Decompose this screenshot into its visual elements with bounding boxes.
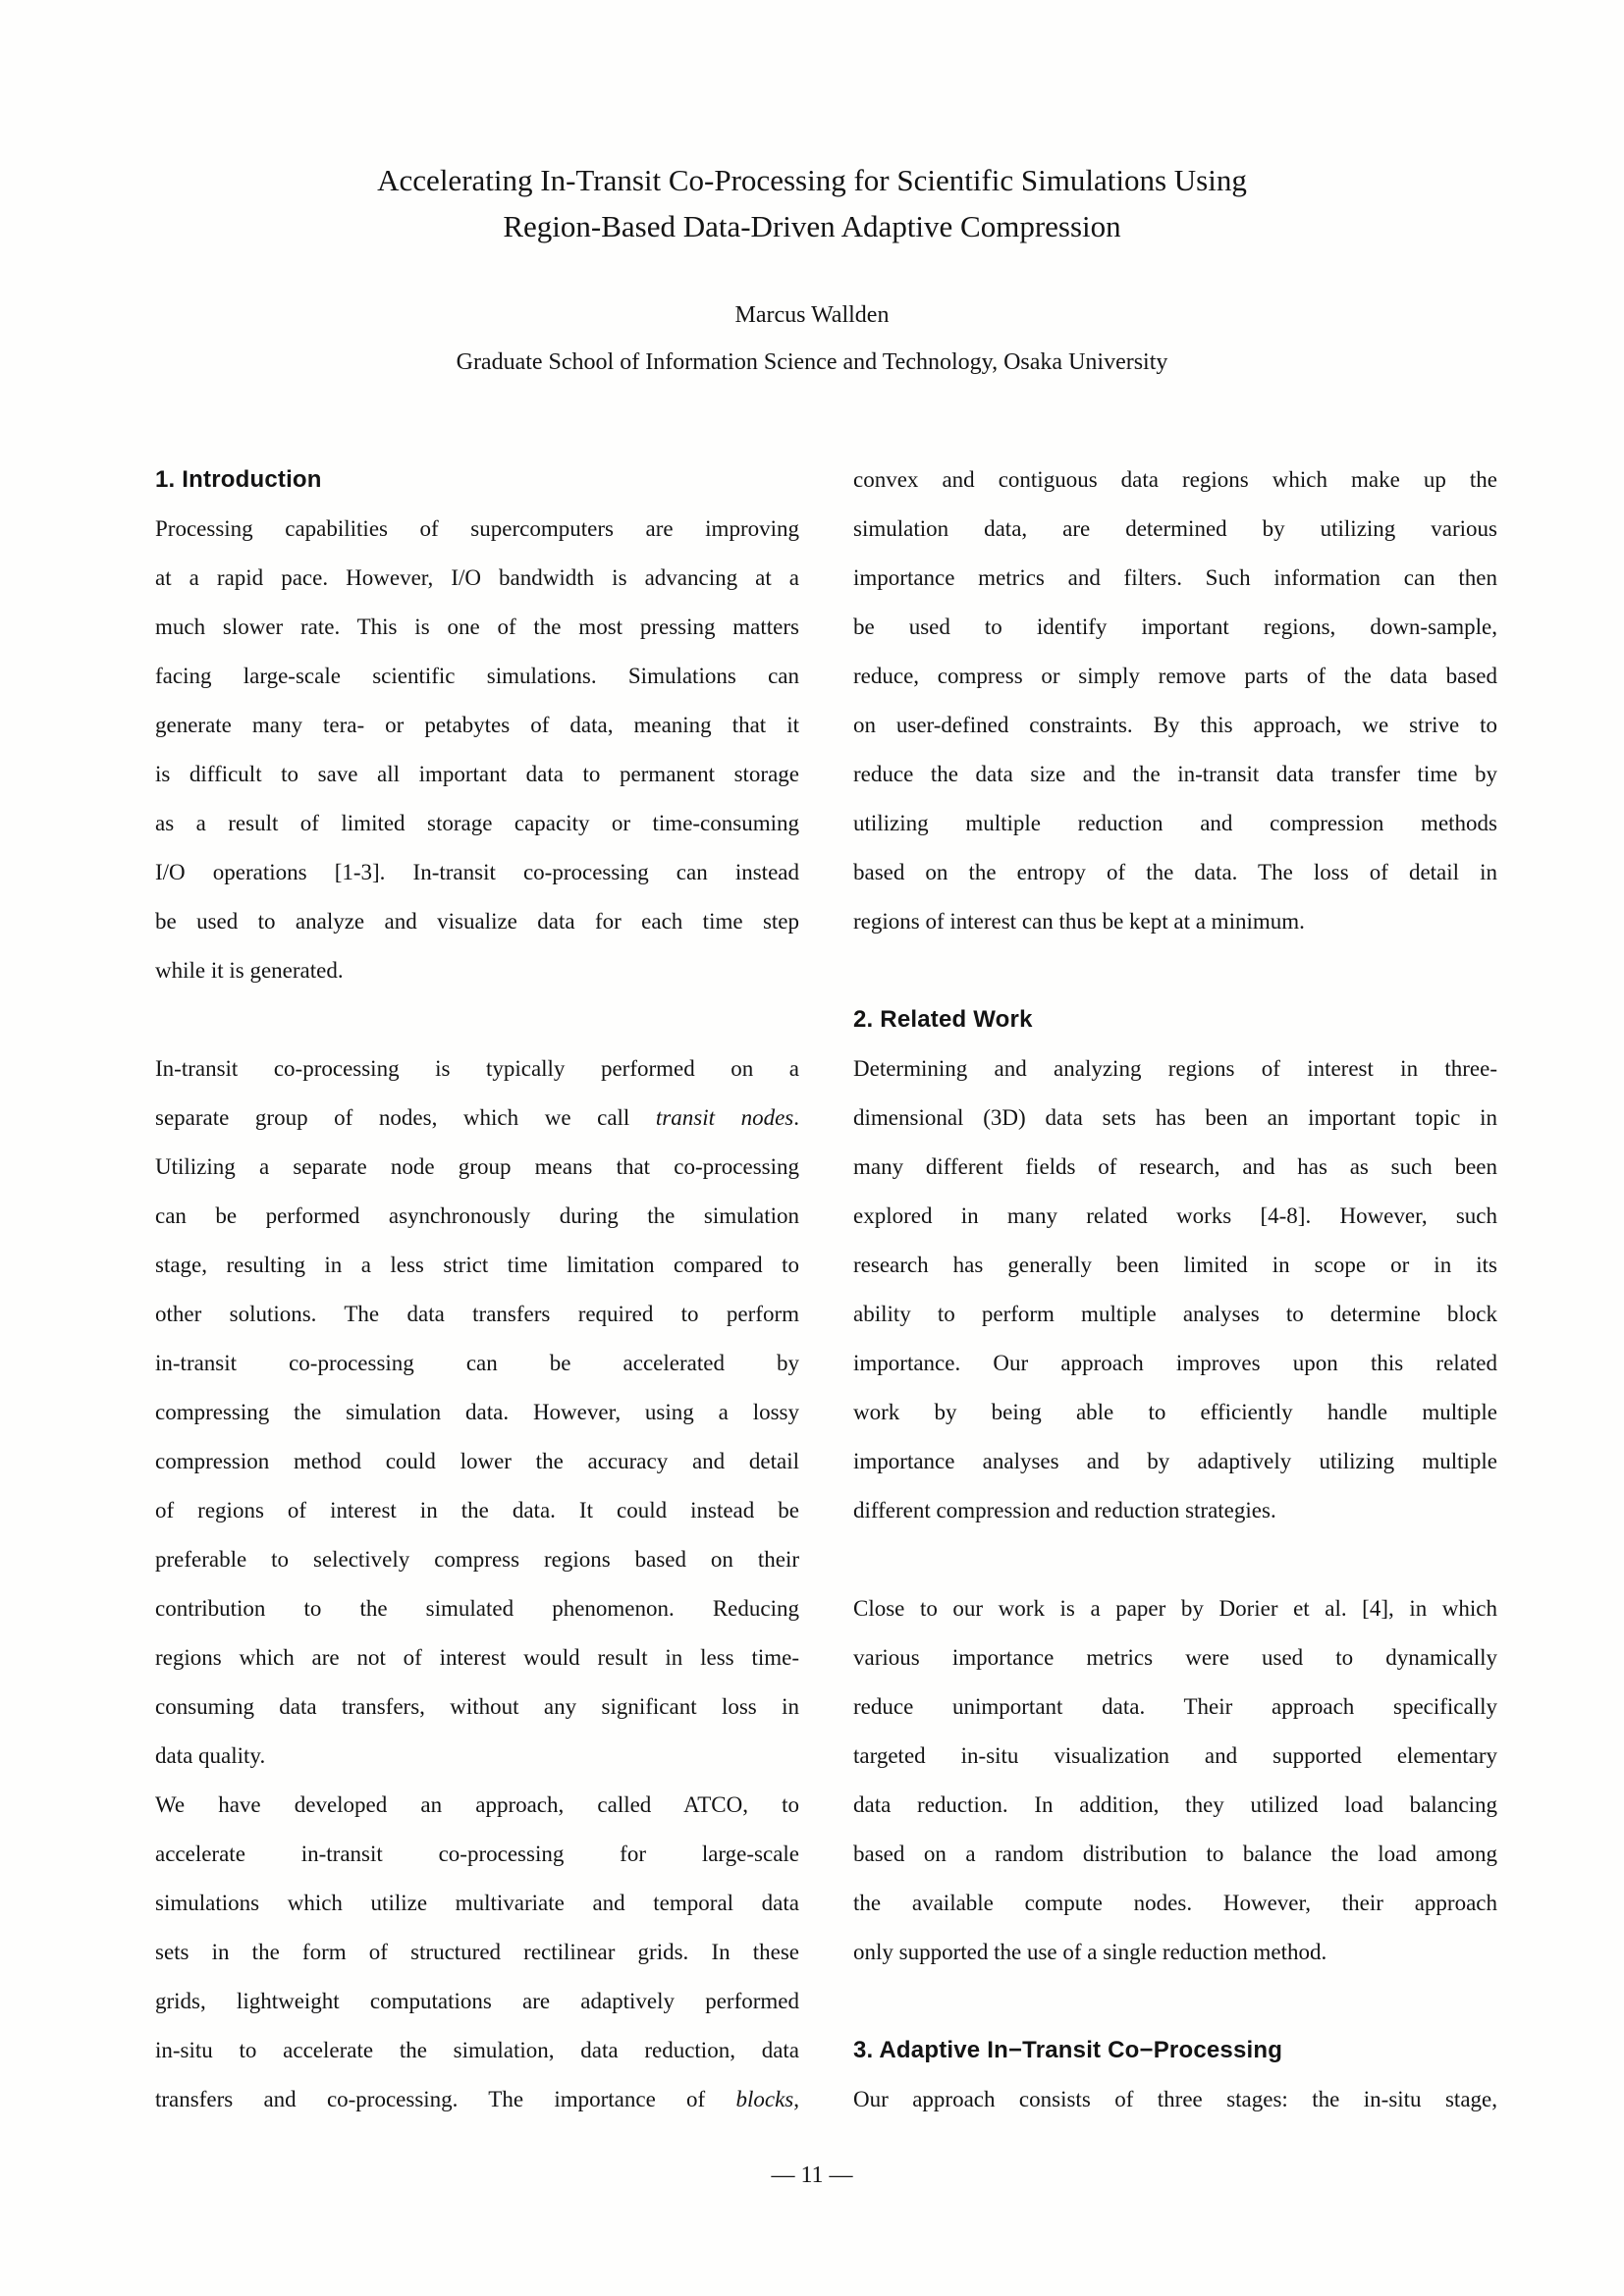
text-line: other solutions. The data transfers required to perform [155, 1302, 799, 1326]
page-number: — 11 — [771, 2163, 853, 2188]
text-line: be used to analyze and visualize data for each time step [155, 909, 799, 934]
text-line: grids, lightweight computations are adaptively performed [155, 1989, 799, 2013]
text-line: regions which are not of interest would result in less time- [155, 1645, 799, 1670]
text-line: contribution to the simulated phenomenon. Reducing [155, 1596, 799, 1621]
text-line: while it is generated. [155, 958, 344, 983]
text-line: in-situ to accelerate the simulation, data reduction, data [155, 2038, 799, 2062]
right-column [853, 455, 1497, 2124]
text-line: dimensional (3D) data sets has been an important topic in [853, 1105, 1497, 1130]
text-line [155, 1094, 799, 1143]
text-line: sets in the form of structured rectilinear grids. In these [155, 1940, 799, 1964]
text-line: compressing the simulation data. However, using a lossy [155, 1400, 799, 1424]
text-line: We have developed an approach, called ATCO, to [155, 1792, 799, 1817]
paragraph [155, 1781, 799, 2124]
section-heading: 3. Adaptive In−Transit Co−Processing [853, 2037, 1283, 2063]
paragraph [853, 455, 1497, 946]
italic-text-run: transit nodes [655, 1105, 794, 1130]
text-line: can be performed asynchronously during the simulation [155, 1203, 799, 1228]
blank-line [155, 995, 799, 1044]
text-line: targeted in-situ visualization and supported elementary [853, 1743, 1497, 1768]
text-line: utilizing multiple reduction and compression methods [853, 811, 1497, 835]
text-line: reduce, compress or simply remove parts of the data based [853, 664, 1497, 688]
text-run: transfers and co-processing. The importance of [155, 2087, 736, 2111]
paper-title-line1: Accelerating In-Transit Co-Processing for Scientific Simulations Using [377, 163, 1247, 197]
text-line: on user-defined constraints. By this approach, we strive to [853, 713, 1497, 737]
text-line: convex and contiguous data regions which make up the [853, 467, 1497, 492]
text-line: facing large-scale scientific simulations. Simulations can [155, 664, 799, 688]
section-heading: 1. Introduction [155, 466, 322, 493]
text-line: explored in many related works [4-8]. However, such [853, 1203, 1497, 1228]
text-line: Utilizing a separate node group means that co-processing [155, 1154, 799, 1179]
text-run: separate group of nodes, which we call [155, 1105, 656, 1130]
section-heading: 2. Related Work [853, 1006, 1033, 1033]
text-line: Close to our work is a paper by Dorier et al. [4], in which [853, 1596, 1497, 1621]
text-line: regions of interest can thus be kept at a minimum. [853, 909, 1305, 934]
text-line: various importance metrics were used to dynamically [853, 1645, 1497, 1670]
text-line: data quality. [155, 1743, 266, 1768]
text-line: as a result of limited storage capacity or time-consuming [155, 811, 799, 835]
text-line: Our approach consists of three stages: the in-situ stage, [853, 2087, 1497, 2111]
blank-line [853, 946, 1497, 995]
text-line: work by being able to efficiently handle multiple [853, 1400, 1497, 1424]
text-line: importance. Our approach improves upon this related [853, 1351, 1497, 1375]
text-line: importance metrics and filters. Such information can then [853, 565, 1497, 590]
text-line: Determining and analyzing regions of interest in three- [853, 1056, 1497, 1081]
text-line: reduce unimportant data. Their approach specifically [853, 1694, 1497, 1719]
text-line: data reduction. In addition, they utilized load balancing [853, 1792, 1497, 1817]
paragraph [155, 1044, 799, 1781]
text-line: based on a random distribution to balance the load among [853, 1842, 1497, 1866]
text-line: only supported the use of a single reduction method. [853, 1940, 1327, 1964]
text-line: in-transit co-processing can be accelerated by [155, 1351, 799, 1375]
text-line: is difficult to save all important data to permanent storage [155, 762, 799, 786]
text-run: . [793, 1105, 799, 1130]
text-line: compression method could lower the accuracy and detail [155, 1449, 799, 1473]
text-line: many different fields of research, and has as such been [853, 1154, 1497, 1179]
text-line: the available compute nodes. However, their approach [853, 1891, 1497, 1915]
text-line: at a rapid pace. However, I/O bandwidth is advancing at a [155, 565, 799, 590]
text-line: research has generally been limited in scope or in its [853, 1253, 1497, 1277]
paragraph [155, 505, 799, 995]
text-line: ability to perform multiple analyses to determine block [853, 1302, 1497, 1326]
text-line: reduce the data size and the in-transit data transfer time by [853, 762, 1497, 786]
text-line: I/O operations [1-3]. In-transit co-processing can instead [155, 860, 799, 884]
blank-line [853, 1977, 1497, 2026]
left-column [155, 455, 799, 2124]
text-line: consuming data transfers, without any significant loss in [155, 1694, 799, 1719]
italic-text-run: blocks [735, 2087, 794, 2111]
text-line: accelerate in-transit co-processing for large-scale [155, 1842, 799, 1866]
author-affiliation: Graduate School of Information Science and Technology, Osaka University [456, 349, 1168, 375]
text-run: , [793, 2087, 799, 2111]
paragraph [853, 2075, 1497, 2124]
text-line: much slower rate. This is one of the most pressing matters [155, 614, 799, 639]
text-line: preferable to selectively compress regions based on their [155, 1547, 799, 1572]
text-line: based on the entropy of the data. The loss of detail in [853, 860, 1497, 884]
text-line: different compression and reduction strategies. [853, 1498, 1276, 1522]
author-name: Marcus Wallden [734, 302, 890, 328]
text-line: Processing capabilities of supercomputers are improving [155, 516, 799, 541]
paragraph [853, 1044, 1497, 1535]
blank-line [853, 1535, 1497, 1584]
paper-title-line2: Region-Based Data-Driven Adaptive Compression [503, 209, 1121, 243]
text-line: generate many tera- or petabytes of data, meaning that it [155, 713, 799, 737]
text-line: simulations which utilize multivariate and temporal data [155, 1891, 799, 1915]
text-line: of regions of interest in the data. It could instead be [155, 1498, 799, 1522]
text-line: stage, resulting in a less strict time limitation compared to [155, 1253, 799, 1277]
paragraph [853, 1584, 1497, 1977]
text-line: importance analyses and by adaptively utilizing multiple [853, 1449, 1497, 1473]
text-line: simulation data, are determined by utilizing various [853, 516, 1497, 541]
text-line: be used to identify important regions, down-sample, [853, 614, 1497, 639]
text-line [155, 2075, 799, 2124]
text-line: In-transit co-processing is typically performed on a [155, 1056, 799, 1081]
